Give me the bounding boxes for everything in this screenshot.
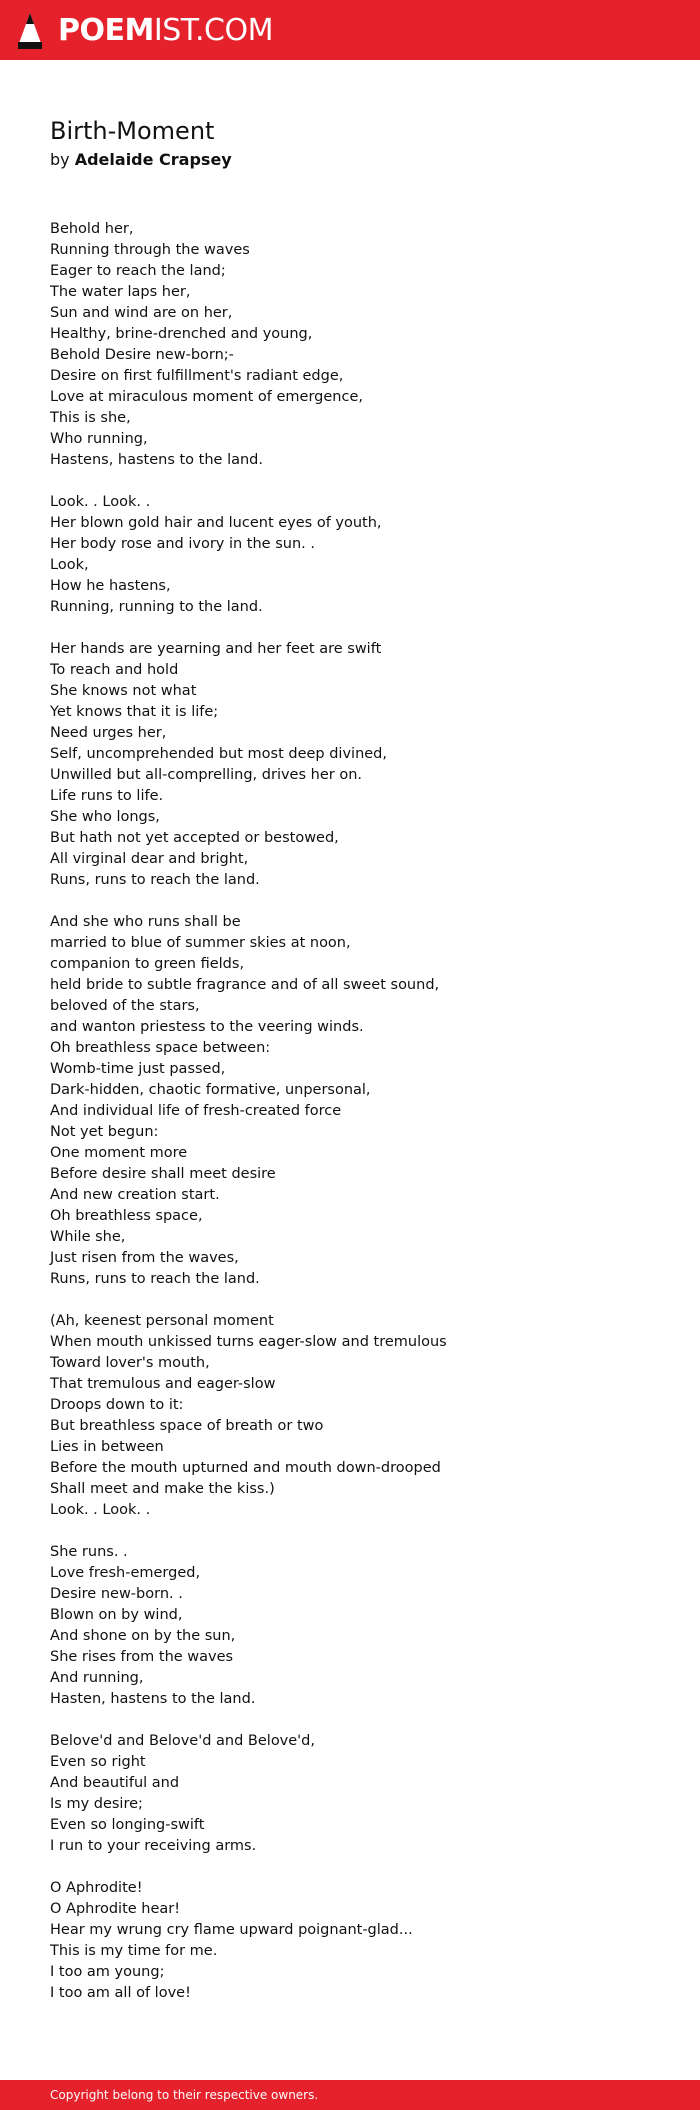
poem-line: This is my time for me. [50,1943,218,1959]
poem-line: Hear my wrung cry flame upward poignant-glad... [50,1922,413,1938]
poem-line: One moment more [50,1145,188,1161]
author-link[interactable]: Adelaide Crapsey [74,150,232,169]
poem-line: And she who runs shall be [50,914,241,930]
poem-line: She knows not what [50,683,197,699]
poem-line: Dark-hidden, chaotic formative, unpersonal, [50,1082,371,1098]
poem-stanza [50,1311,670,1521]
poem-line: Oh breathless space, [50,1208,203,1224]
poem-line: The water laps her, [50,284,191,300]
poem-line: Womb-time just passed, [50,1061,226,1077]
poem-line: Hasten, hastens to the land. [50,1691,256,1707]
poem-line: Need urges her, [50,725,167,741]
poem-line: Just risen from the waves, [50,1250,239,1266]
poem-line: And shone on by the sun, [50,1628,236,1644]
poem-line: O Aphrodite hear! [50,1901,181,1917]
poem-line: Look. . Look. . [50,494,151,510]
poem-line: Love at miraculous moment of emergence, [50,389,364,405]
poem-line: Yet knows that it is life; [50,704,219,720]
by-label: by [50,150,70,169]
poem-line: Toward lover's mouth, [50,1355,210,1371]
poem-line: That tremulous and eager-slow [50,1376,276,1392]
poem-line: Unwilled but all-comprelling, drives her on. [50,767,362,783]
poem-stanza [50,219,670,471]
poem-line: Her body rose and ivory in the sun. . [50,536,315,552]
poem-line: Desire new-born. . [50,1586,183,1602]
poem-line: But breathless space of breath or two [50,1418,324,1434]
poem-line: I too am all of love! [50,1985,191,2001]
poem-body [50,219,670,2025]
poem-line: Droops down to it: [50,1397,184,1413]
poem-stanza [50,639,670,891]
poem-line: (Ah, keenest personal moment [50,1313,274,1329]
poem-line: Lies in between [50,1439,164,1455]
poem-stanza [50,1878,670,2004]
poem-line: Runs, runs to reach the land. [50,872,260,888]
poem-line: She runs. . [50,1544,128,1560]
poem-line: O Aphrodite! [50,1880,143,1896]
poem-line: Healthy, brine-drenched and young, [50,326,313,342]
poem-line: Sun and wind are on her, [50,305,233,321]
copyright-text: Copyright belong to their respective owners. [50,2088,319,2102]
poem-line: Running, running to the land. [50,599,263,615]
poem-line: Is my desire; [50,1796,143,1812]
poem-heading [50,116,670,170]
poem-line: And individual life of fresh-created force [50,1103,342,1119]
poem-line: Before desire shall meet desire [50,1166,276,1182]
site-logo[interactable] [16,12,273,50]
poem-line: While she, [50,1229,126,1245]
poem-line: Belove'd and Belove'd and Belove'd, [50,1733,315,1749]
logo-text [58,12,273,50]
pencil-icon [16,12,44,50]
poem-line: Even so right [50,1754,146,1770]
poem-line: Desire on first fulfillment's radiant edge, [50,368,344,384]
poem-line: Runs, runs to reach the land. [50,1271,260,1287]
poem-line: beloved of the stars, [50,998,200,1014]
site-footer [0,2080,700,2110]
poem-line: All virginal dear and bright, [50,851,249,867]
poem-line: She rises from the waves [50,1649,234,1665]
poem-line: Even so longing-swift [50,1817,205,1833]
poem-line: Blown on by wind, [50,1607,183,1623]
poem-line: Behold Desire new-born;- [50,347,234,363]
poem-line: Shall meet and make the kiss.) [50,1481,275,1497]
poem-line: companion to green fields, [50,956,245,972]
poem-line: Oh breathless space between: [50,1040,271,1056]
logo-text-bold: POEM [58,13,154,48]
poem-stanza [50,1731,670,1857]
poem-line: Self, uncomprehended but most deep divined, [50,746,387,762]
poem-line: I run to your receiving arms. [50,1838,257,1854]
poem-line: Behold her, [50,221,134,237]
poem-line: Eager to reach the land; [50,263,226,279]
poem-line: Look. . Look. . [50,1502,151,1518]
poem-line: When mouth unkissed turns eager-slow and tremulous [50,1334,447,1350]
poem-line: I too am young; [50,1964,165,1980]
poem-line: To reach and hold [50,662,179,678]
poem-line: Who running, [50,431,148,447]
poem-line: And beautiful and [50,1775,180,1791]
poem-stanza [50,492,670,618]
poem-line: She who longs, [50,809,160,825]
poem-line: But hath not yet accepted or bestowed, [50,830,339,846]
page-title: Birth-Moment [50,117,215,145]
poem-line: Running through the waves [50,242,250,258]
poem-line: And running, [50,1670,144,1686]
poem-line: Not yet begun: [50,1124,159,1140]
poem-line: held bride to subtle fragrance and of all sweet sound, [50,977,440,993]
poem-stanza [50,1542,670,1710]
poem-line: and wanton priestess to the veering winds. [50,1019,364,1035]
poem-line: Her hands are yearning and her feet are swift [50,641,382,657]
poem-line: And new creation start. [50,1187,220,1203]
site-header [0,0,700,60]
logo-text-light: IST.COM [153,13,273,48]
byline [50,150,670,170]
poem-line: Her blown gold hair and lucent eyes of youth, [50,515,382,531]
poem-line: Before the mouth upturned and mouth down-drooped [50,1460,441,1476]
poem-line: married to blue of summer skies at noon, [50,935,351,951]
poem-line: Look, [50,557,89,573]
poem-line: This is she, [50,410,131,426]
poem-line: How he hastens, [50,578,171,594]
poem-line: Love fresh-emerged, [50,1565,201,1581]
poem-line: Life runs to life. [50,788,164,804]
poem-line: Hastens, hastens to the land. [50,452,263,468]
poem-stanza [50,912,670,1290]
